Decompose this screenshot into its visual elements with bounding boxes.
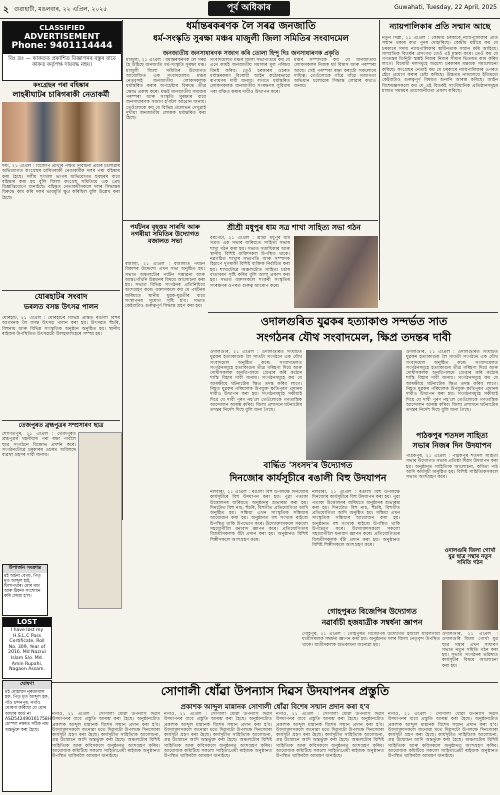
tezpur-body: শোণিতপুৰ, ২১ এপ্ৰিল : তেজপুৰত ব্ৰহ্মপুত্ৰৰ খহনীয়াৰ পৰা ৰক্ষা পাবলৈ ছাত্ৰ সংগঠনে বিক্ষোভ প্ৰদৰ্শন কৰে। সংগঠনটোৱে চৰকাৰৰ ওচৰত অবিলম্বে ব্যৱস্থা গ্ৰহণৰ দাবী জনায়। bbox=[2, 432, 76, 459]
jorhat-body: যোৰহাট, ২১ এপ্ৰিল : যোৰহাটৰ বিভিন্ন প্ৰান্তত ৰঙালী বিহুৰ আগমনক লৈ বসন্ত উৎসৱ পালন কৰা হয়। উৎসৱত হুঁচৰি, বিহুনাম আৰু বিভিন্ন সাংস্কৃতিক অনুষ্ঠান অনুষ্ঠিত হয়। স্থানীয় ৰাইজৰ উপস্থিতিত উৎসৱটো উলহমালহেৰে সম্পন্ন হয়। bbox=[2, 316, 120, 337]
madhupur-title: শ্ৰীশ্ৰী মধুপুৰ ধাম সত্ৰ শাখা সাহিত্য সভা গঠন bbox=[227, 223, 361, 232]
congress-title-2: লাহৰীঘাটৰ চাৰিগৰাকী নেতাকৰ্মী bbox=[12, 90, 110, 99]
bihu-body: নলবাৰী, ২১ এপ্ৰিল : ৰঙালী বিহু উপলক্ষে দিনজোৰ কাৰ্যসূচীৰে বিহু উদযাপন কৰা হয়। পুৱা পতাকা উত্তোলনৰ জৰিয়তে অনুষ্ঠানৰ শুভাৰম্ভ কৰা হয়। দিনটোত বিহু নাচ, হুঁচৰি, বিহুগীত প্ৰতিযোগিতা আদি অনুষ্ঠিত হয়। সন্ধিয়া এখন সাংস্কৃতিক সন্ধিয়াৰ আয়োজন কৰা হয়। অনুষ্ঠানত বহু সংখ্যক ৰাইজে উপস্থিত থাকি উপভোগ কৰে। উদ্যোক্তাসকলে সকলো সহযোগীলৈ ধন্যবাদ জ্ঞাপন কৰে। প্ৰতিযোগিতাৰ বিজয়ীসকলক বঁটা প্ৰদান কৰা হয়। অনুষ্ঠানত বিশিষ্ট শিল্পীসকলে অংশগ্ৰহণ কৰে। bbox=[210, 490, 308, 543]
madhupur-photo bbox=[294, 236, 378, 308]
nyayapalika-title: ন্যায়পালিকাৰ প্ৰতি সন্মান আছে bbox=[389, 22, 491, 31]
page-number: ২ bbox=[3, 5, 9, 15]
classified-note: বিঃ দ্ৰঃ — কাকতত প্ৰকাশিত বিজ্ঞাপনৰ বস্তুৰ বাবে কাকত কৰ্তৃপক্ষ দায়বদ্ধ নহয়। bbox=[8, 56, 116, 69]
udalguri-title-2: সংগঠনৰ যৌথ সংবাদমেল, ক্ষিপ্ৰ তদন্তৰ দাবী bbox=[256, 331, 452, 344]
sonali-title: সোণালী ধোঁৱা উপন্যাস দিৱস উদযাপনৰ প্ৰস্তুতি bbox=[160, 684, 390, 698]
odalguri-zila-title: ওদালগুৰি জিলা গোৰ্খা যুৱ ছাত্ৰ সন্থাৰ নতুন সমিতি গঠন bbox=[444, 548, 496, 567]
classified-box bbox=[2, 21, 122, 81]
odalguri-zila-photo bbox=[442, 580, 498, 630]
classified-phone: Phone: 9401114444 bbox=[3, 41, 121, 54]
jorhat-title: যোৰহাটৰ সংবাদ bbox=[34, 292, 88, 301]
udalguri-photo bbox=[306, 350, 402, 460]
tezpur-title: তেজপুৰত ব্ৰহ্মপুত্ৰৰ সম্প্ৰসাৰণ ছাত্ৰ bbox=[18, 422, 104, 429]
pathak-title-1: পাঠকপুৰ শতদল সাহিত্য bbox=[416, 431, 488, 440]
dharmantar-title-1: ধৰ্মান্তৰকৰণক লৈ সৰৱ জনজাতি bbox=[186, 21, 316, 32]
udalguri-body-cont: ওদালগুৰি, ২১ এপ্ৰিল : ওদালগুৰিত সংঘটিত যুৱকৰ হত্যাকাণ্ডক লৈ সাতটা সংগঠনে এক যৌথ সংবাদমেল অনুষ্ঠিত কৰে। সংবাদমেলত সংগঠনসমূহে হত্যাকাণ্ডৰ তীব্ৰ গৰিহণা দিয়ে আৰু দোষীসকলক অনতিপলমে গ্ৰেপ্তাৰ কৰি কঠোৰ শাস্তি বিহাৰ দাবী জনায়। সংগঠনসমূহে কয় যে আৰক্ষীয়ে ঘটনাটোৰ ক্ষিপ্ৰ তদন্ত কৰিব লাগে। নিহত যুৱকৰ পৰিয়ালক উপযুক্ত ক্ষতিপূৰণ প্ৰদানৰ দাবীও উত্থাপন কৰা হয়। সংগঠনসমূহে সকীয়াই দিয়ে যে দাবী পূৰণ নহ'লে তেওঁলোকে গণতান্ত্ৰিক আন্দোলন আৰম্ভ কৰিব। জিলা প্ৰশাসনে ঘটনাটোৰ তদন্তৰ নিৰ্দেশ দিছে বুলি জনা গৈছে। bbox=[406, 350, 498, 414]
dharmantar-body-3: মঞ্চৰ সম্পাদকে কয় যে জনজাতীয় লোকসকলৰ নিজস্ব ধৰ্ম বিশ্বাস আৰু পৰম্পৰা আছে। সেই পৰম্পৰা ৰক্ষা কৰাটো সকলোৰে দায়িত্ব। তেওঁলোকে গাঁৱে গাঁৱে সজাগতা অভিযান চলোৱাৰ সিদ্ধান্ত লোৱাৰ কথাও জনায়। bbox=[294, 58, 376, 90]
parjotan-body: বজালী, ২১ এপ্ৰিল : বজালীত পৰ্যটন বিকাশৰ উদ্দেশ্যে এখন সভা অনুষ্ঠিত হয়। সভাত অঞ্চলটোৰ পৰ্যটন সম্ভাৱনা আৰু আন্তঃগাঁথনি উন্নয়নৰ বিষয়ে আলোচনা কৰা হয়। সভাত বিভিন্ন সংগঠনৰ প্ৰতিনিধিয়ে অংশগ্ৰহণ কৰে। বক্তাসকলে কয় যে পৰ্যটনৰ জৰিয়তে স্থানীয় যুৱক-যুৱতীৰ বাবে সংস্থাপনৰ সুযোগ সৃষ্টি হ'ব। সভাত কেইবাটাও গুৰুত্বপূৰ্ণ সিদ্ধান্ত গ্ৰহণ কৰা হয়। bbox=[125, 262, 205, 310]
udalguri-title-1: ওদালগুৰিত যুৱকৰ হত্যাকাণ্ড সন্দৰ্ভত সাত bbox=[260, 315, 448, 328]
lost-heading: LOST bbox=[3, 618, 51, 627]
gohpur-title-1: গোহপুৰত বিজেপিৰ উদ্যোগত bbox=[327, 607, 417, 616]
bihu-title-1: বাৰ্দ্ধিত 'সংসদ'ৰ উদ্যোগত bbox=[263, 461, 353, 471]
newspaper-logo: পূৰ্ব অধিকাৰ bbox=[208, 1, 290, 16]
sonali-body-4: নগাঁও, ২১ এপ্ৰিল : সোণালী ধোঁৱা উপন্যাস দিৱস উদযাপনৰ বাবে প্ৰস্তুতি আৰম্ভ কৰা হৈছে। অনুষ্ঠানটোত প্ৰকাশক আব্দুল মান্নানক বিশেষ সন্মান প্ৰদান কৰা হ'ব। উদ্যোক্তাসকলে জনোৱা মতে দিৱসটো উপলক্ষে দিনজোৰা কাৰ্যসূচী গ্ৰহণ কৰা হৈছে। কাৰ্যসূচীত সাহিত্যিক আলোচনা, গ্ৰন্থ উন্মোচন আদি অন্তৰ্ভুক্ত কৰা হৈছে। অঞ্চলটোৰ বিশিষ্ট সাহিত্যিক আৰু কবিসকলে অনুষ্ঠানত অংশগ্ৰহণ কৰিব। আয়োজক কমিটিয়ে সকলো সাহিত্যপ্ৰেমী ৰাইজক অনুষ্ঠানত উপস্থিত থাকিবলৈ আমন্ত্ৰণ জনাইছে। bbox=[388, 712, 498, 760]
classified-sub: ADVERTISEMENT bbox=[3, 32, 121, 41]
declaration-head: ঘোষণা bbox=[3, 681, 51, 689]
lost-notice bbox=[2, 617, 52, 679]
dharmantar-title-2: ধৰ্ম-সংস্কৃতি সুৰক্ষা মঞ্চৰ মাজুলী জিলা সমিতিৰ সংবাদমেল bbox=[153, 34, 349, 44]
madhupur-body: বৰপেটা, ২১ এপ্ৰিল : শ্ৰীশ্ৰী মধুপুৰ ধাম সত্ৰত এক সভাৰ জৰিয়তে সাহিত্য সভাৰ শাখা গঠন কৰা হয়। সভাত সত্ৰাধিকাৰ আৰু স্থানীয় বিশিষ্ট ব্যক্তিসকল উপস্থিত থাকে। নৱগঠিত শাখাৰ সভাপতি আৰু সম্পাদক হিচাপে দুগৰাকী বিশিষ্ট ব্যক্তিক নিৰ্বাচিত কৰা হয়। শাখাটোৱে অঞ্চলটোত সাহিত্য চৰ্চাৰ বাতাবৰণ সৃষ্টি কৰিব বুলি আশা প্ৰকাশ কৰা হয়। সভাত বক্তাসকলে শংকৰী সংস্কৃতিৰ সংৰক্ষণৰ ওপৰত গুৰুত্ব আৰোপ কৰে। bbox=[210, 236, 290, 289]
gohpur-title-2: নৱাৰ্বাচী হজযাত্ৰীক সম্বৰ্ধনা জ্ঞাপন bbox=[321, 618, 423, 627]
date-left: গুৱাহাটী, মঙলবাৰ, ২২ এপ্ৰিল, ২০২৫ bbox=[14, 6, 108, 13]
dharmantar-subtitle: জনজাতীয় জনসাধাৰণক সজাগ কৰি তোলা হিন্দু দিঃ জনসাধাৰণক প্ৰকৃতি bbox=[162, 50, 340, 57]
sonali-subtitle: প্ৰকাশক আব্দুল মান্নানক সোণালী ধোঁৱা বিশেষ সন্মান প্ৰদান কৰা হ'ব bbox=[180, 703, 370, 711]
pathak-title-2: সভাৰ নিজৰ দিন উদযাপন bbox=[412, 441, 492, 450]
pathak-body: পাঠকপুৰ, ২১ এপ্ৰিল : পাঠকপুৰ শতদল সাহিত্য সভাৰ উদ্যোগত সভাৰ প্ৰতিষ্ঠা দিৱস উদযাপন কৰা হয়। অনুষ্ঠানত সাহিত্যিক আলোচনা, কবিতা পাঠ আদি কাৰ্যসূচী অনুষ্ঠিত হয়। বিশিষ্ট সাহিত্যিকসকলে সভাত অংশগ্ৰহণ কৰে। bbox=[406, 454, 498, 481]
congress-body: দৰং, ২১ এপ্ৰিল : বিজেপি প্ৰাৰ্থীৰ পক্ষত নিৰ্বাচনী প্ৰচাৰ চলোৱাৰ অভিযোগত কংগ্ৰেছৰ চাৰিগৰাকী নেতাকৰ্মীক দলৰ পৰা বহিষ্কাৰ কৰা হৈছে। দলীয় শৃংখলা ভংগৰ অভিযোগত ছবছৰৰ বাবে বহিষ্কাৰ কৰা হয় বুলি জিলা কংগ্ৰেছ সমিতিয়ে এক প্ৰেছ বিজ্ঞপ্তিযোগে জনাইছে। বহিষ্কৃত নেতাকৰ্মীসকলে দলৰ সিদ্ধান্তৰ বিৰুদ্ধে কাম কৰি দলৰ ভাবমূৰ্তি ক্ষুণ্ণ কৰিছিল বুলি উল্লেখ কৰা হৈছে। bbox=[2, 164, 120, 201]
gohpur-body: গোহপুৰ, ২১ এপ্ৰিল : গোহপুৰত বিজেপিৰ উদ্যোগত হজলৈ যাবলগীয়া যাত্ৰীসকলক সম্বৰ্ধনা জ্ঞাপন কৰা হয়। অনুষ্ঠানত দলৰ জিলা নেতৃবৃন্দ উপস্থিত থাকে। যাত্ৰীসকলক শুভকামনা জনোৱা হয়। bbox=[302, 632, 440, 648]
udalguri-body: ওদালগুৰি, ২১ এপ্ৰিল : ওদালগুৰিত সংঘটিত যুৱকৰ হত্যাকাণ্ডক লৈ সাতটা সংগঠনে এক যৌথ সংবাদমেল অনুষ্ঠিত কৰে। সংবাদমেলত সংগঠনসমূহে হত্যাকাণ্ডৰ তীব্ৰ গৰিহণা দিয়ে আৰু দোষীসকলক অনতিপলমে গ্ৰেপ্তাৰ কৰি কঠোৰ শাস্তি বিহাৰ দাবী জনায়। সংগঠনসমূহে কয় যে আৰক্ষীয়ে ঘটনাটোৰ ক্ষিপ্ৰ তদন্ত কৰিব লাগে। নিহত যুৱকৰ পৰিয়ালক উপযুক্ত ক্ষতিপূৰণ প্ৰদানৰ দাবীও উত্থাপন কৰা হয়। সংগঠনসমূহে সকীয়াই দিয়ে যে দাবী পূৰণ নহ'লে তেওঁলোকে গণতান্ত্ৰিক আন্দোলন আৰম্ভ কৰিব। জিলা প্ৰশাসনে ঘটনাটোৰ তদন্তৰ নিৰ্দেশ দিছে বুলি জনা গৈছে। bbox=[210, 350, 302, 414]
small-ad-column bbox=[78, 432, 122, 609]
declaration-notice bbox=[2, 680, 52, 792]
bihu-title-2: দিনজোৰ কাৰ্যসূচীৰে ৰঙালী বিহু উদযাপন bbox=[229, 473, 387, 484]
sonali-body-2: নগাঁও, ২১ এপ্ৰিল : সোণালী ধোঁৱা উপন্যাস দিৱস উদযাপনৰ বাবে প্ৰস্তুতি আৰম্ভ কৰা হৈছে। অনুষ্ঠানটোত প্ৰকাশক আব্দুল মান্নানক বিশেষ সন্মান প্ৰদান কৰা হ'ব। উদ্যোক্তাসকলে জনোৱা মতে দিৱসটো উপলক্ষে দিনজোৰা কাৰ্যসূচী গ্ৰহণ কৰা হৈছে। কাৰ্যসূচীত সাহিত্যিক আলোচনা, গ্ৰন্থ উন্মোচন আদি অন্তৰ্ভুক্ত কৰা হৈছে। অঞ্চলটোৰ বিশিষ্ট সাহিত্যিক আৰু কবিসকলে অনুষ্ঠানত অংশগ্ৰহণ কৰিব। আয়োজক কমিটিয়ে সকলো সাহিত্যপ্ৰেমী ৰাইজক অনুষ্ঠানত উপস্থিত থাকিবলৈ আমন্ত্ৰণ জনাইছে। bbox=[164, 712, 272, 760]
earning-ad-body: মই অৰ্চনা বেগম, পিতৃ মৃত আব্দুল হাই, চিলাপথাৰ। মোৰ নাম আৰু ঠিকনা সংশোধন কৰি লোৱা হ'ল। bbox=[4, 574, 41, 599]
lost-body: I have lost my H.S.L.C Pass Certificate, Roll No. 309, Year of 2016. Md Nazrul Islam S/o. Md. Amin Rupahi, Nagaon Assam. bbox=[8, 628, 46, 673]
date-right: Guwahati, Tuesday, 22 April, 2025 bbox=[394, 4, 497, 11]
bihu-body-cont: নলবাৰী, ২১ এপ্ৰিল : ৰঙালী বিহু উপলক্ষে দিনজোৰ কাৰ্যসূচীৰে বিহু উদযাপন কৰা হয়। পুৱা পতাকা উত্তোলনৰ জৰিয়তে অনুষ্ঠানৰ শুভাৰম্ভ কৰা হয়। দিনটোত বিহু নাচ, হুঁচৰি, বিহুগীত প্ৰতিযোগিতা আদি অনুষ্ঠিত হয়। সন্ধিয়া এখন সাংস্কৃতিক সন্ধিয়াৰ আয়োজন কৰা হয়। অনুষ্ঠানত বহু সংখ্যক ৰাইজে উপস্থিত থাকি উপভোগ কৰে। উদ্যোক্তাসকলে সকলো সহযোগীলৈ ধন্যবাদ জ্ঞাপন কৰে। প্ৰতিযোগিতাৰ বিজয়ীসকলক বঁটা প্ৰদান কৰা হয়। অনুষ্ঠানত বিশিষ্ট শিল্পীসকলে অংশগ্ৰহণ কৰে। bbox=[312, 490, 400, 548]
dharmantar-body-1: মাজুলী, ২১ এপ্ৰিল : ধৰ্মান্তৰকৰণক লৈ সৰৱ হৈ উঠিছে জনজাতি ধৰ্ম-সংস্কৃতি সুৰক্ষা মঞ্চ। মাজুলী জিলা সমিতিৰ উদ্যোগত আয়োজিত এক সংবাদমেলত মঞ্চৰ নেতৃবৃন্দই জনজাতীয় লোকসকলক ধৰ্মান্তৰিত কৰাৰ অপচেষ্টাৰ বিৰুদ্ধে তীব্ৰ ক্ষোভ প্ৰকাশ কৰে। মঞ্চই জনজাতীয় সমাজৰ পৰম্পৰা আৰু সংস্কৃতি সুৰক্ষাৰ বাবে জনসাধাৰণক সজাগ হ'বলৈ আহ্বান জনায়। তেওঁলোকে কয় যে বিভিন্ন প্ৰলোভন দেখুৱাই দুখীয়া জনজাতীয় লোকক ধৰ্মান্তৰিত কৰা হৈছে। bbox=[126, 58, 206, 122]
classified-title: CLASSIFIED bbox=[3, 22, 121, 32]
jorhat-subtitle: ভৰলত বসন্ত উৎসৱ পালন bbox=[23, 303, 99, 311]
earning-ad-head: উপাৰ্জন সংক্ৰান্ত bbox=[3, 565, 47, 573]
nyayapalika-body: নতুন দিল্লী, ২১ এপ্ৰিল : কেন্দ্ৰীয় চৰকাৰে ন্যায়পালিকাৰ প্ৰতি সন্মান থকাৰ কথা পুনৰ দোহাৰিছে। কেন্দ্ৰীয় মন্ত্ৰীয়ে কয় যে চৰকাৰে সদায় ন্যায়পালিকাৰ স্বাধীনতাক সন্মান কৰি আহিছে। সাম্প্ৰতিক বিতৰ্কৰ প্ৰসংগত তেওঁ এই মন্তব্য কৰে। তেওঁ কয় যে গণতন্ত্ৰৰ তিনিটা স্তম্ভই নিজৰ নিজৰ সীমাৰ ভিতৰত কাম কৰিব লাগে। বিৰোধী দলসমূহে অৱশ্যে চৰকাৰৰ মন্তব্যক সমালোচনা কৰিছে। কংগ্ৰেছৰ নেতাই কয় যে চৰকাৰে ন্যায়পালিকাৰ ওপৰত হেঁচা প্ৰয়োগ কৰাৰ চেষ্টা কৰিছে। উচ্চতম ন্যায়ালয়ে ইতিমধ্যে কেইবাটাও গুৰুত্বপূৰ্ণ বিষয়ত শুনানি আৰম্ভ কৰিছে। আইন বিশেষজ্ঞসকলে কয় যে এই বিতৰ্কই সাংবিধানিক প্ৰতিষ্ঠানসমূহৰ মাজত সমন্বয়ৰ প্ৰয়োজনীয়তা প্ৰকাশ কৰিছে। bbox=[382, 36, 498, 94]
congress-title-1: কংগ্ৰেছৰ পৰা বহিষ্কাৰ bbox=[33, 81, 89, 89]
masthead bbox=[0, 0, 500, 19]
earning-ad bbox=[2, 564, 48, 616]
declaration-body: মই মোহাম্মদ নূৰজামাল হক, পিতৃ মৃত আব্দুল হক, গাঁও চন্দনপুৰ, নগাঁও ঘোষণা কৰিছো যে মোৰ আধাৰ কাৰ্ড নং ASD542490161758H চেম্পল নম্বৰত সঠিক নাম অন্তৰ্ভুক্ত কৰা হৈছে। bbox=[5, 690, 51, 733]
congress-photo bbox=[2, 102, 120, 162]
parjotan-title: পৰ্যটনৰ বৃহত্তম সাৰথি আৰু নগৰীয়া সমিতিৰ উদ্যোগত বজালত সভা bbox=[130, 223, 200, 246]
sonali-body-3: নগাঁও, ২১ এপ্ৰিল : সোণালী ধোঁৱা উপন্যাস দিৱস উদযাপনৰ বাবে প্ৰস্তুতি আৰম্ভ কৰা হৈছে। অনুষ্ঠানটোত প্ৰকাশক আব্দুল মান্নানক বিশেষ সন্মান প্ৰদান কৰা হ'ব। উদ্যোক্তাসকলে জনোৱা মতে দিৱসটো উপলক্ষে দিনজোৰা কাৰ্যসূচী গ্ৰহণ কৰা হৈছে। কাৰ্যসূচীত সাহিত্যিক আলোচনা, গ্ৰন্থ উন্মোচন আদি অন্তৰ্ভুক্ত কৰা হৈছে। অঞ্চলটোৰ বিশিষ্ট সাহিত্যিক আৰু কবিসকলে অনুষ্ঠানত অংশগ্ৰহণ কৰিব। আয়োজক কমিটিয়ে সকলো সাহিত্যপ্ৰেমী ৰাইজক অনুষ্ঠানত উপস্থিত থাকিবলৈ আমন্ত্ৰণ জনাইছে। bbox=[276, 712, 384, 760]
sonali-body: নগাঁও, ২১ এপ্ৰিল : সোণালী ধোঁৱা উপন্যাস দিৱস উদযাপনৰ বাবে প্ৰস্তুতি আৰম্ভ কৰা হৈছে। অনুষ্ঠানটোত প্ৰকাশক আব্দুল মান্নানক বিশেষ সন্মান প্ৰদান কৰা হ'ব। উদ্যোক্তাসকলে জনোৱা মতে দিৱসটো উপলক্ষে দিনজোৰা কাৰ্যসূচী গ্ৰহণ কৰা হৈছে। কাৰ্যসূচীত সাহিত্যিক আলোচনা, গ্ৰন্থ উন্মোচন আদি অন্তৰ্ভুক্ত কৰা হৈছে। অঞ্চলটোৰ বিশিষ্ট সাহিত্যিক আৰু কবিসকলে অনুষ্ঠানত অংশগ্ৰহণ কৰিব। আয়োজক কমিটিয়ে সকলো সাহিত্যপ্ৰেমী ৰাইজক অনুষ্ঠানত উপস্থিত থাকিবলৈ আমন্ত্ৰণ জনাইছে। bbox=[52, 712, 160, 760]
odalguri-zila-body: ওদালগুৰি, ২১ এপ্ৰিল : ওদালগুৰি জিলা গোৰ্খা যুৱ ছাত্ৰ সন্থাৰ এখন সাধাৰণ সভাত নতুন সমিতি গঠন কৰা হয়। সভাত সংগঠনৰ ভৱিষ্যত কাৰ্যসূচীৰ বিষয়ে আলোচনা কৰা হয়। bbox=[442, 632, 498, 669]
dharmantar-body-2: সংবাদমেলত মঞ্চৰ জিলা সভাপতিয়ে কয় যে এনে কাৰ্যই জনজাতীয় সমাজৰ মূল পৰিচয় বিনষ্ট কৰিব। তেওঁ চৰকাৰৰ ওচৰত ধৰ্মান্তৰকৰণ বিৰোধী আইন কঠোৰভাৱে ৰূপায়ণৰ দাবী জনায়। লগতে ধৰ্মান্তৰিত লোকসকলক জনজাতীয় সংৰক্ষণৰ সুবিধাৰ পৰা বঞ্চিত কৰাৰ দাবীও উত্থাপন কৰে। bbox=[210, 58, 290, 95]
